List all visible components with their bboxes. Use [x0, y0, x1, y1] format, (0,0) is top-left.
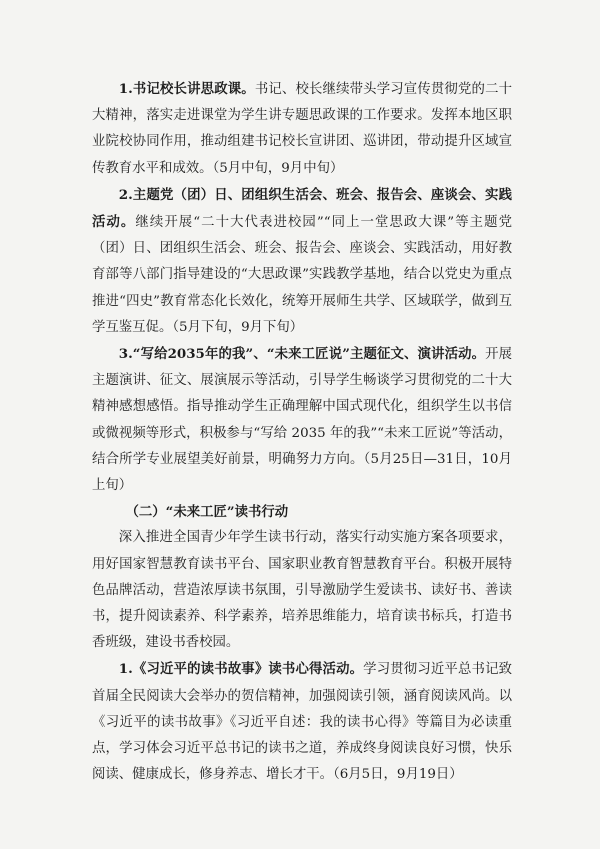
item-title-theme-activities: 2.主题党（团）日、团组织生活会、班会、报告会、座谈会、实践活动。 — [92, 186, 512, 231]
item-text-essay-speech: 开展主题演讲、征文、展演展示等活动，引导学生畅谈学习贯彻党的二十大精神感想感悟。指导推动学生正确理解中国式现代化，组织学生以书信或微视频等形式，积极参与“写给 2035 年的我”“未来工匠说”等活动，结合所学专业展望美好前景，明确努力方向。（5月25日—31日，10月上旬） — [92, 347, 513, 494]
item-title-essay-speech: 3.“写给2035年的我”、“未来工匠说”主题征文、演讲活动。 — [118, 346, 486, 363]
item-text-theme-activities: 继续开展“二十大代表进校园”“同上一堂思政大课”等主题党（团）日、团组织生活会、班会、报告会、座谈会、实践活动，用好教育部等八部门指导建设的“大思政课”实践教学基地，结合以党史为重点推进“四史”教育常态化长效化，统筹开展师生共学、区域联学，做到互学互鉴互促。（5月下旬，9月下旬） — [92, 215, 512, 335]
paragraph-principal-lecture — [92, 76, 512, 182]
paragraph-essay-speech — [92, 341, 512, 499]
item-title-reading-story: 1.《习近平的读书故事》读书心得活动。 — [118, 661, 364, 678]
item-title-principal-lecture: 1.书记校长讲思政课。 — [118, 81, 255, 97]
item-text-reading-story: 学习贯彻习近平总书记致首届全民阅读大会举办的贺信精神，加强阅读引领，涵育阅读风尚。以《习近平的读书故事》《习近平自述：我的读书心得》等篇目为必读重点，学习体会习近平总书记的读书之道，养成终身阅读良好习惯，快乐阅读、健康成长，修身养志、增长才干。（6月5日，9月19日） — [92, 662, 512, 783]
paragraph-reading-story — [92, 656, 512, 788]
paragraph-reading-intro: 深入推进全国青少年学生读书行动，落实行动实施方案各项要求，用好国家智慧教育读书平台、国家职业教育智慧教育平台。积极开展特色品牌活动，营造浓厚读书氛围，引导激励学生爱读书、读好书、善读书，提升阅读素养、科学素养，培养思维能力，培育读书标兵，打造书香班级，建设书香校园。 — [92, 530, 512, 651]
paragraph-theme-activities — [92, 182, 512, 341]
document-body — [92, 76, 512, 788]
section-heading-reading-action: （二）“未来工匠”读书行动 — [125, 504, 289, 521]
item-text-principal-lecture: 书记、校长继续带头学习宣传贯彻党的二十大精神，落实走进课堂为学生讲专题思政课的工作要求。发挥本地区职业院校协同作用，推动组建书记校长宣讲团、巡讲团，带动提升区域宣传教育水平和成效。（5月中旬，9月中旬） — [92, 82, 513, 176]
